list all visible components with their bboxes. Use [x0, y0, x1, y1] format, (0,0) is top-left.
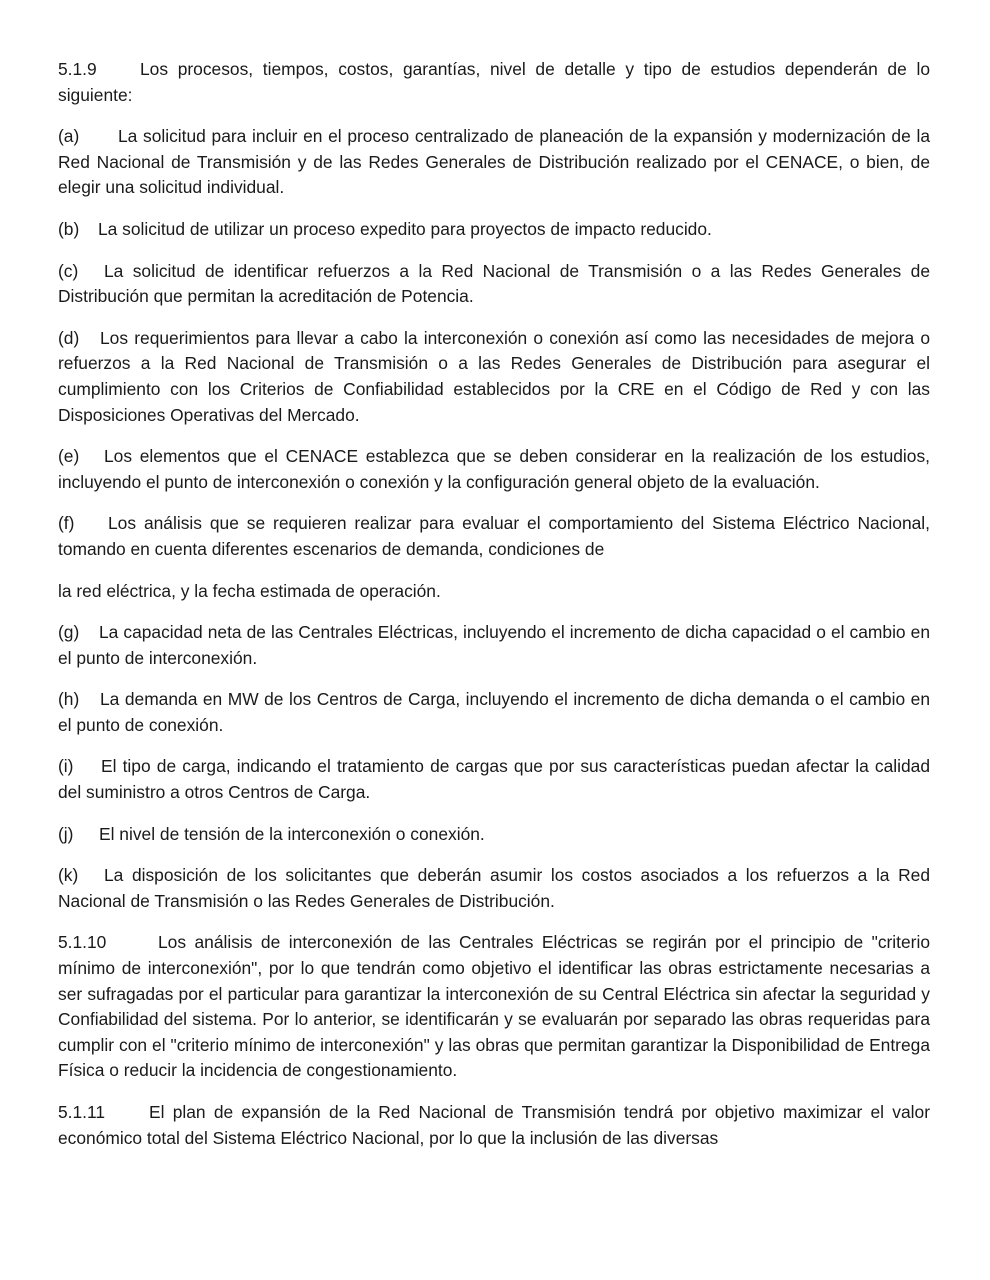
section-number: 5.1.9: [58, 59, 97, 79]
item-j: [58, 822, 930, 848]
item-text: La solicitud de utilizar un proceso expedito para proyectos de impacto reducido.: [98, 218, 712, 239]
item-text: La solicitud para incluir en el proceso centralizado de planeación de la expansión y modernización de la Red Nacional de Transmisión y de las Redes Generales de Distribución realizado por el CENACE, o bien, de elegir una solicitud individual.: [58, 126, 930, 198]
item-a: [58, 124, 930, 201]
item-text: La solicitud de identificar refuerzos a la Red Nacional de Transmisión o a las Redes Generales de Distribución que permitan la acreditación de Potencia.: [58, 260, 930, 307]
item-c: [58, 259, 930, 310]
item-f-continuation: [58, 579, 930, 605]
item-label: (k): [58, 865, 79, 886]
item-label: (j): [58, 823, 74, 844]
item-label: (d): [58, 327, 80, 348]
item-g: [58, 620, 930, 671]
item-label: (a): [58, 126, 80, 147]
section-text: El plan de expansión de la Red Nacional de Transmisión tendrá por objetivo maximizar el valor económico total del Sistema Eléctrico Nacional, por lo que la inclusión de las diversas: [58, 1102, 930, 1148]
item-text: Los análisis que se requieren realizar para evaluar el comportamiento del Sistema Eléctrico Nacional, tomando en cuenta diferentes escenarios de demanda, condiciones de: [58, 513, 930, 559]
section-text: Los procesos, tiempos, costos, garantías, nivel de detalle y tipo de estudios dependerán de lo siguiente:: [58, 59, 930, 105]
item-i: [58, 754, 930, 805]
item-label: (b): [58, 218, 80, 239]
section-text: Los análisis de interconexión de las Centrales Eléctricas se regirán por el principio de "criterio mínimo de interconexión", por lo que tendrán como objetivo el identificar las obras estrictamente necesarias a ser sufragadas por el particular para garantizar la interconexión de su Central Eléctrica sin afectar la seguridad y Confiabilidad del sistema. Por lo anterior, se identificarán y se evaluarán por separado las obras requeridas para cumplir con el "criterio mínimo de interconexión" y las obras que permitan garantizar la Disponibilidad de Entrega Física o reducir la incidencia de congestionamiento.: [58, 932, 930, 1081]
item-label: (g): [58, 622, 80, 643]
item-d: [58, 326, 930, 428]
item-text: El tipo de carga, indicando el tratamiento de cargas que por sus características puedan afectar la calidad del suministro a otros Centros de Carga.: [58, 756, 930, 803]
item-text: La disposición de los solicitantes que deberán asumir los costos asociados a los refuerzos a la Red Nacional de Transmisión o las Redes Generales de Distribución.: [58, 865, 930, 911]
item-text: Los requerimientos para llevar a cabo la interconexión o conexión así como las necesidades de mejora o refuerzos a la Red Nacional de Transmisión o a las Redes Generales de Distribución para asegurar el cumplimiento con los Criterios de Confiabilidad establecidos por la CRE en el Código de Red y con las Disposiciones Operativas del Mercado.: [58, 327, 930, 425]
section-5-1-10: [58, 930, 930, 1084]
item-text: El nivel de tensión de la interconexión o conexión.: [99, 823, 485, 844]
item-label: (h): [58, 689, 80, 710]
item-label: (e): [58, 446, 80, 467]
section-5-1-9: [58, 57, 930, 108]
item-text: La capacidad neta de las Centrales Eléctricas, incluyendo el incremento de dicha capacidad o el cambio en el punto de interconexión.: [58, 622, 930, 668]
item-h: [58, 687, 930, 738]
section-5-1-11: [58, 1100, 930, 1151]
item-text: Los elementos que el CENACE establezca que se deben considerar en la realización de los estudios, incluyendo el punto de interconexión o conexión y la configuración general objeto de la evaluación.: [58, 446, 930, 492]
item-label: (f): [58, 513, 75, 534]
item-label: (c): [58, 260, 79, 281]
item-b: [58, 217, 930, 243]
document-page: [58, 57, 930, 1167]
section-number: 5.1.11: [58, 1102, 106, 1122]
item-label: (i): [58, 756, 74, 777]
item-e: [58, 444, 930, 495]
item-text: la red eléctrica, y la fecha estimada de operación.: [58, 580, 441, 601]
item-k: [58, 863, 930, 914]
item-f: [58, 511, 930, 562]
section-number: 5.1.10: [58, 932, 107, 953]
item-text: La demanda en MW de los Centros de Carga, incluyendo el incremento de dicha demanda o el cambio en el punto de conexión.: [58, 689, 930, 735]
